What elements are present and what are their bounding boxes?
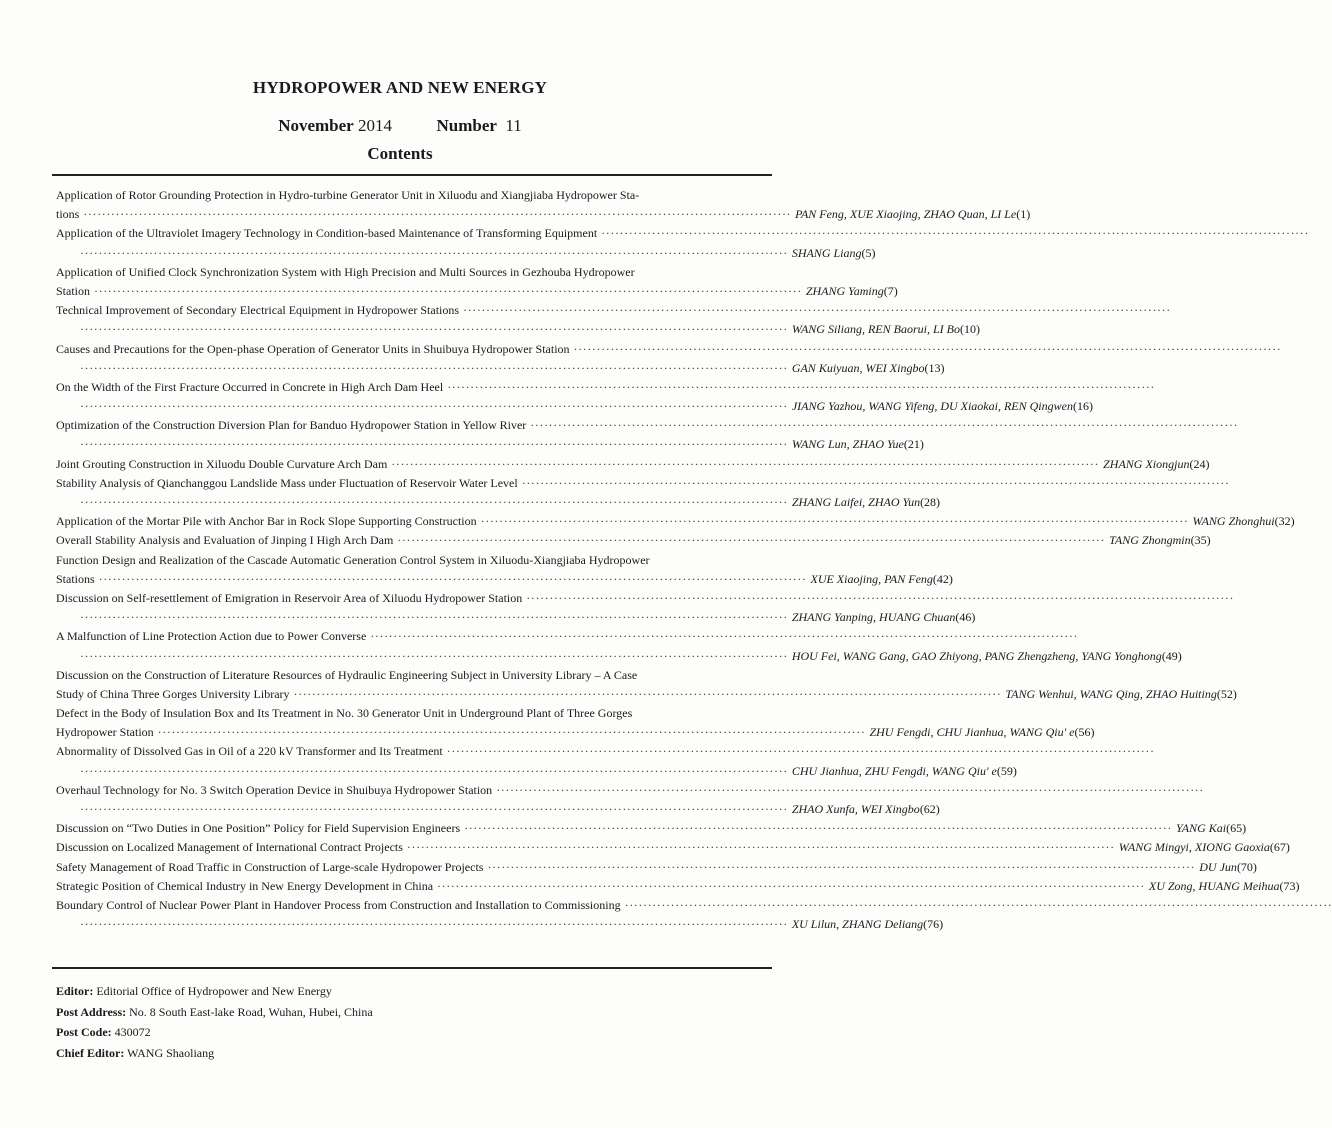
toc-entry-title: A Malfunction of Line Protection Action due to Power Converse xyxy=(56,629,367,644)
toc-entry-author-line xyxy=(56,647,1182,666)
toc-entry-author-line xyxy=(56,723,1095,742)
toc-entry-title-line xyxy=(56,263,768,282)
toc-entry-authors: TANG Zhongmin xyxy=(1109,533,1191,548)
toc-entry-title-cont: Hydropower Station xyxy=(56,725,154,740)
toc-entry-authors: XUE Xiaojing, PAN Feng xyxy=(810,571,933,586)
toc-entry-author-line xyxy=(56,320,980,339)
editor-line xyxy=(56,981,373,1002)
toc-entry-title: Overhaul Technology for No. 3 Switch Operation Device in Shuibuya Hydropower Station xyxy=(56,782,493,797)
toc-entry-page: (10) xyxy=(959,322,980,337)
postcode-line xyxy=(56,1022,373,1043)
dot-leader: ·························································································································································· xyxy=(406,840,1115,855)
issue-line xyxy=(0,116,800,136)
toc-entry-title: Joint Grouting Construction in Xiluodu Double Curvature Arch Dam xyxy=(56,456,388,471)
toc-entry-title: Application of Rotor Grounding Protection in Hydro-turbine Generator Unit in Xiluodu and Xiangjiaba Hydropower Sta- xyxy=(56,188,640,202)
toc-entry-title: Safety Management of Road Traffic in Construction of Large-scale Hydropower Projects xyxy=(56,859,484,874)
toc-entry-author-line xyxy=(56,608,976,627)
toc-entry-title-line xyxy=(56,378,1155,397)
toc-entry-authors: SHANG Liang xyxy=(791,245,862,260)
toc-entry-author-line xyxy=(56,244,876,263)
toc-entry-author-line xyxy=(56,762,1017,781)
dot-leader: ·························································································································································· xyxy=(446,744,1155,759)
toc-entry-line xyxy=(56,858,1257,877)
toc-entry-title-line xyxy=(56,340,1282,359)
issue-number: 11 xyxy=(505,116,522,135)
toc-entry-author-line xyxy=(56,570,953,589)
toc-entry-title-cont: tions xyxy=(56,207,80,222)
toc-entry xyxy=(56,224,1309,262)
toc-entry-title: Optimization of the Construction Diversion Plan for Banduo Hydropower Station in Yellow River xyxy=(56,418,527,433)
toc-entry-title: Application of the Mortar Pile with Anchor Bar in Rock Slope Supporting Construction xyxy=(56,514,477,529)
dot-leader: ·························································································································································· xyxy=(293,686,1002,701)
toc-entry-author-line xyxy=(56,435,924,454)
toc-entry-author-line xyxy=(56,800,940,819)
dot-leader: ·························································································································································· xyxy=(80,437,788,452)
dot-leader: ·························································································································································· xyxy=(80,245,788,260)
toc-entry xyxy=(56,455,1210,474)
toc-entry-authors: PAN Feng, XUE Xiaojing, ZHAO Quan, LI Le xyxy=(795,207,1017,222)
postcode-label: Post Code: xyxy=(56,1025,112,1039)
dot-leader: ·························································································································································· xyxy=(447,379,1155,394)
dot-leader: ·························································································································································· xyxy=(521,475,1230,490)
dot-leader: ·························································································································································· xyxy=(464,821,1172,836)
table-of-contents xyxy=(56,186,1332,934)
toc-entry-title-cont: Study of China Three Gorges University Library xyxy=(56,686,290,701)
dot-leader: ·························································································································································· xyxy=(80,495,788,509)
toc-entry-page: (7) xyxy=(883,283,898,298)
issue-number-label: Number xyxy=(436,116,497,135)
dot-leader: ·························································································································································· xyxy=(80,610,788,625)
toc-entry-title-cont: Station xyxy=(56,283,91,298)
toc-entry-authors: WANG Mingyi, XIONG Gaoxia xyxy=(1118,840,1270,855)
dot-leader: ·························································································································································· xyxy=(397,533,1106,548)
toc-entry-authors: TANG Wenhui, WANG Qing, ZHAO Huiting xyxy=(1005,686,1217,701)
toc-entry-page: (76) xyxy=(923,917,944,932)
toc-entry-title-line xyxy=(56,589,1235,608)
toc-entry-title-line xyxy=(56,301,1171,320)
dot-leader: ·························································································································································· xyxy=(80,648,788,663)
toc-entry-title: Overall Stability Analysis and Evaluation of Jinping I High Arch Dam xyxy=(56,533,394,548)
toc-entry-authors: ZHANG Xiongjun xyxy=(1103,456,1190,471)
toc-entry xyxy=(56,896,1332,934)
toc-entry-page: (62) xyxy=(919,802,940,816)
dot-leader: ·························································································································································· xyxy=(98,571,807,586)
toc-entry-page: (24) xyxy=(1189,456,1210,471)
toc-entry xyxy=(56,858,1257,877)
dot-leader: ·························································································································································· xyxy=(480,514,1189,529)
toc-entry-authors: WANG Lun, ZHAO Yue xyxy=(791,437,904,452)
toc-entry-page: (73) xyxy=(1279,878,1300,893)
toc-entry xyxy=(56,704,1095,742)
dot-leader: ·························································································································································· xyxy=(487,859,1196,874)
toc-entry xyxy=(56,781,1204,819)
toc-entry-author-line xyxy=(56,493,941,512)
editor-label: Editor: xyxy=(56,984,94,998)
toc-entry-line xyxy=(56,877,1300,896)
dot-leader: ·························································································································································· xyxy=(530,418,1239,433)
dot-leader: ·························································································································································· xyxy=(601,226,1309,241)
toc-entry xyxy=(56,819,1247,838)
toc-entry-line xyxy=(56,455,1210,474)
toc-entry-page: (42) xyxy=(932,571,953,586)
dot-leader: ·························································································································································· xyxy=(80,917,788,932)
dot-leader: ·························································································································································· xyxy=(624,897,1332,912)
toc-entry xyxy=(56,551,953,589)
toc-entry-page: (56) xyxy=(1074,725,1095,740)
toc-entry xyxy=(56,589,1235,627)
toc-entry-page: (67) xyxy=(1269,840,1290,855)
address-label: Post Address: xyxy=(56,1004,127,1019)
toc-entry-authors: DU Jun xyxy=(1199,859,1237,874)
dot-leader: ·························································································································································· xyxy=(157,725,866,740)
toc-entry-title: Application of the Ultraviolet Imagery Technology in Condition-based Maintenance of Transforming Equipment xyxy=(56,226,598,241)
toc-entry-title-line xyxy=(56,474,1230,493)
toc-entry-page: (70) xyxy=(1236,859,1257,874)
toc-entry-line xyxy=(56,819,1247,838)
toc-entry-line xyxy=(56,838,1290,857)
dot-leader: ·························································································································································· xyxy=(370,629,1079,644)
toc-entry-line xyxy=(56,512,1295,531)
toc-entry-page: (32) xyxy=(1274,514,1295,529)
toc-entry-title-line xyxy=(56,666,768,685)
toc-entry-title: Boundary Control of Nuclear Power Plant in Handover Process from Construction and Installation to Commissioning xyxy=(56,897,621,912)
chief-editor-value: WANG Shaoliang xyxy=(127,1045,215,1060)
toc-entry-authors: JIANG Yazhou, WANG Yifeng, DU Xiaokai, REN Qingwen xyxy=(791,399,1073,414)
chief-editor-label: Chief Editor: xyxy=(56,1045,125,1060)
toc-entry xyxy=(56,666,1237,704)
toc-entry-title-line xyxy=(56,896,1332,915)
toc-entry-page: (65) xyxy=(1226,821,1247,836)
toc-entry-author-line xyxy=(56,282,898,301)
dot-leader: ·························································································································································· xyxy=(573,341,1282,356)
toc-entry xyxy=(56,531,1211,550)
toc-entry-title-line xyxy=(56,186,768,205)
toc-entry-authors: ZHANG Yanping, HUANG Chuan xyxy=(791,610,956,625)
editor-value: Editorial Office of Hydropower and New Energy xyxy=(96,984,332,998)
toc-entry-title: Discussion on the Construction of Literature Resources of Hydraulic Engineering Subject in University Library – A Case xyxy=(56,667,638,682)
top-divider xyxy=(52,174,772,176)
toc-entry-page: (35) xyxy=(1190,533,1211,548)
toc-entry-title-line xyxy=(56,742,1155,761)
toc-entry xyxy=(56,263,898,301)
toc-entry-page: (59) xyxy=(996,763,1017,778)
toc-entry xyxy=(56,474,1230,512)
toc-entry-page: (46) xyxy=(955,610,976,625)
toc-entry xyxy=(56,416,1239,454)
toc-entry-title: On the Width of the First Fracture Occurred in Concrete in High Arch Dam Heel xyxy=(56,379,444,394)
toc-entry xyxy=(56,186,1031,224)
issue-month: November xyxy=(278,116,354,135)
toc-entry-title-cont: Stations xyxy=(56,571,95,586)
issue-year: 2014 xyxy=(357,116,392,135)
toc-entry-title: Abnormality of Dissolved Gas in Oil of a 220 kV Transformer and Its Treatment xyxy=(56,744,443,759)
postcode-value: 430072 xyxy=(114,1025,151,1039)
toc-entry-authors: XU Zong, HUANG Meihua xyxy=(1148,878,1280,893)
publication-info xyxy=(56,981,373,1063)
dot-leader: ·························································································································································· xyxy=(83,207,792,222)
toc-entry-page: (13) xyxy=(924,360,945,375)
toc-entry xyxy=(56,742,1155,780)
dot-leader: ·························································································································································· xyxy=(80,322,788,337)
toc-entry-authors: WANG Siliang, REN Baorui, LI Bo xyxy=(791,322,960,337)
toc-entry-title: Discussion on “Two Duties in One Position” Policy for Field Supervision Engineers xyxy=(56,821,461,836)
toc-entry-page: (28) xyxy=(920,495,941,509)
toc-entry-line xyxy=(56,531,1211,550)
toc-entry xyxy=(56,512,1295,531)
toc-entry-authors: ZHAO Xunfa, WEI Xingbo xyxy=(791,802,920,816)
toc-entry-title: Discussion on Localized Management of International Contract Projects xyxy=(56,840,403,855)
toc-entry-title-line xyxy=(56,551,768,570)
toc-entry-title: Application of Unified Clock Synchronization System with High Precision and Multi Sources in Gezhouba Hydropower xyxy=(56,264,635,279)
toc-entry-page: (21) xyxy=(903,437,924,452)
toc-entry-title-line xyxy=(56,224,1309,243)
toc-entry xyxy=(56,877,1300,896)
toc-entry xyxy=(56,627,1182,665)
dot-leader: ·························································································································································· xyxy=(463,303,1171,318)
toc-entry-authors: CHU Jianhua, ZHU Fengdi, WANG Qiu' e xyxy=(791,763,997,778)
dot-leader: ·························································································································································· xyxy=(526,590,1235,605)
toc-entry-page: (16) xyxy=(1072,399,1093,414)
toc-entry-authors: XU Lilun, ZHANG Deliang xyxy=(791,917,924,932)
chief-editor-line xyxy=(56,1043,373,1064)
dot-leader: ·························································································································································· xyxy=(437,878,1145,893)
toc-entry-authors: WANG Zhonghui xyxy=(1192,514,1275,529)
toc-entry-page: (49) xyxy=(1161,648,1182,663)
toc-entry xyxy=(56,301,1171,339)
toc-entry-page: (52) xyxy=(1216,686,1237,701)
contents-heading: Contents xyxy=(367,144,433,163)
toc-entry-title-line xyxy=(56,627,1079,646)
dot-leader: ·························································································································································· xyxy=(80,763,788,778)
toc-entry-author-line xyxy=(56,397,1093,416)
toc-entry-title: Discussion on Self-resettlement of Emigration in Reservoir Area of Xiluodu Hydropower Station xyxy=(56,590,523,605)
toc-entry-title: Function Design and Realization of the Cascade Automatic Generation Control System in Xiluodu-Xiangjiaba Hydropower xyxy=(56,552,650,567)
dot-leader: ·························································································································································· xyxy=(80,360,788,375)
toc-entry-title-line xyxy=(56,416,1239,435)
bottom-divider xyxy=(52,967,772,969)
toc-entry-authors: HOU Fei, WANG Gang, GAO Zhiyong, PANG Zhengzheng, YANG Yonghong xyxy=(791,648,1162,663)
toc-entry-title: Technical Improvement of Secondary Electrical Equipment in Hydropower Stations xyxy=(56,303,460,318)
toc-entry-authors: YANG Kai xyxy=(1175,821,1227,836)
toc-entry xyxy=(56,378,1155,416)
toc-entry xyxy=(56,838,1290,857)
dot-leader: ·························································································································································· xyxy=(391,456,1100,471)
toc-entry-authors: GAN Kuiyuan, WEI Xingbo xyxy=(791,360,925,375)
journal-title: HYDROPOWER AND NEW ENERGY xyxy=(252,78,548,97)
toc-entry-page: (1) xyxy=(1016,207,1031,222)
toc-entry-author-line xyxy=(56,359,945,378)
toc-entry xyxy=(56,340,1282,378)
toc-entry-title: Strategic Position of Chemical Industry in New Energy Development in China xyxy=(56,878,434,893)
dot-leader: ·························································································································································· xyxy=(80,802,788,816)
dot-leader: ·························································································································································· xyxy=(94,283,802,298)
toc-entry-page: (5) xyxy=(861,245,876,260)
toc-entry-title-line xyxy=(56,781,1204,800)
toc-entry-author-line xyxy=(56,915,944,934)
toc-entry-author-line xyxy=(56,205,1031,224)
toc-entry-title: Defect in the Body of Insulation Box and Its Treatment in No. 30 Generator Unit in Underground Plant of Three Gorges xyxy=(56,706,633,721)
dot-leader: ·························································································································································· xyxy=(496,782,1204,797)
toc-entry-authors: ZHANG Yaming xyxy=(805,283,884,298)
dot-leader: ·························································································································································· xyxy=(80,399,788,414)
toc-entry-title: Stability Analysis of Qianchanggou Landslide Mass under Fluctuation of Reservoir Water Level xyxy=(56,475,518,490)
toc-entry-authors: ZHU Fengdi, CHU Jianhua, WANG Qiu' e xyxy=(869,725,1075,740)
address-line xyxy=(56,1002,373,1023)
toc-entry-title: Causes and Precautions for the Open-phase Operation of Generator Units in Shuibuya Hydropower Station xyxy=(56,341,570,356)
toc-entry-author-line xyxy=(56,685,1237,704)
address-value: No. 8 South East-lake Road, Wuhan, Hubei, China xyxy=(129,1004,373,1019)
toc-entry-authors: ZHANG Laifei, ZHAO Yun xyxy=(791,495,921,509)
toc-entry-title-line xyxy=(56,704,768,723)
